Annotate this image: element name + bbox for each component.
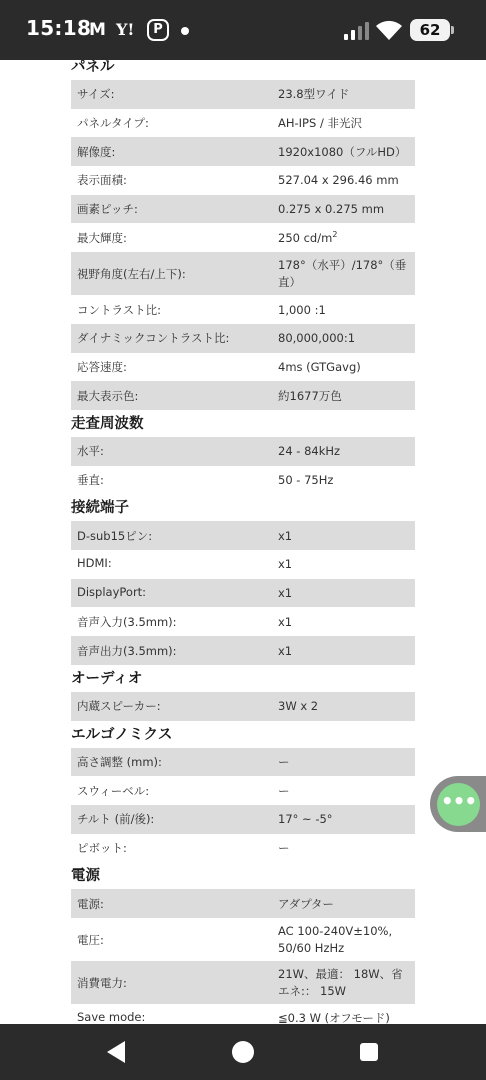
spec-value — [278, 923, 412, 957]
spec-label: D-sub15ピン: — [77, 528, 153, 543]
spec-value-text: 178°（水平）/178°（垂直） — [278, 258, 407, 290]
spec-value-text: 約1677万色 — [278, 388, 342, 403]
spec-value — [278, 556, 412, 573]
spec-value-text: ー — [278, 783, 290, 798]
spec-label: 音声出力(3.5mm): — [77, 643, 177, 658]
spec-value-text: 50 - 75Hz — [278, 473, 334, 488]
spec-value — [278, 330, 412, 347]
spec-value-text: 527.04 x 296.46 mm — [278, 173, 399, 188]
recent-apps-icon[interactable] — [360, 1043, 378, 1061]
spec-value — [278, 698, 412, 715]
section-title: 走査周波数 — [71, 416, 144, 432]
app-notification-icon: P — [147, 19, 169, 41]
section-title: 接続端子 — [71, 500, 129, 517]
signal-icon — [344, 22, 370, 40]
spec-row — [71, 437, 415, 466]
spec-value-text: 1,000 :1 — [278, 302, 326, 317]
spec-label: ピボット: — [77, 841, 127, 856]
spec-label: 垂直: — [77, 473, 104, 488]
spec-value-text: ≦0.3 W (オフモード) — [278, 1011, 390, 1024]
spec-label: スウィーベル: — [77, 783, 150, 798]
spec-row — [71, 353, 415, 382]
battery-indicator: 62 — [410, 19, 450, 41]
spec-row — [71, 252, 415, 295]
spec-row — [71, 961, 415, 1004]
spec-row — [71, 834, 415, 863]
spec-value — [278, 388, 412, 405]
more-options-button[interactable]: ••• — [437, 783, 480, 826]
spec-row — [71, 466, 415, 495]
spec-value-text: x1 — [278, 557, 293, 572]
spec-value — [278, 257, 412, 291]
section-title: オーディオ — [71, 670, 143, 687]
spec-value — [278, 783, 412, 800]
spec-value-text: 80,000,000:1 — [278, 331, 356, 346]
spec-label: チルト (前/後): — [77, 812, 155, 827]
spec-value-text: ー — [278, 754, 290, 769]
spec-label: DisplayPort: — [77, 585, 147, 600]
spec-label: 電圧: — [77, 932, 104, 947]
home-icon[interactable] — [232, 1041, 254, 1063]
spec-value — [278, 966, 412, 1000]
section-title: パネル — [71, 60, 115, 75]
spec-row — [71, 521, 415, 550]
spec-label: 電源: — [77, 896, 104, 911]
spec-value-text: 24 - 84kHz — [278, 444, 341, 459]
spec-label: 高さ調整 (mm): — [77, 754, 162, 769]
spec-label: 画素ピッチ: — [77, 202, 138, 217]
spec-label: 消費電力: — [77, 975, 127, 990]
spec-row — [71, 918, 415, 961]
spec-row — [71, 224, 415, 253]
spec-label: ダイナミックコントラスト比: — [77, 331, 230, 346]
spec-value — [278, 585, 412, 602]
spec-value — [278, 86, 412, 103]
spec-label: 音声入力(3.5mm): — [77, 614, 177, 629]
spec-row — [71, 80, 415, 109]
spec-value-text: 23.8型ワイド — [278, 87, 350, 102]
spec-value — [278, 643, 412, 660]
spec-label: コントラスト比: — [77, 302, 162, 317]
spec-label: 表示面積: — [77, 173, 127, 188]
spec-label: 応答速度: — [77, 359, 127, 374]
spec-label: サイズ: — [77, 87, 115, 102]
spec-label: 最大表示色: — [77, 388, 139, 403]
spec-row — [71, 636, 415, 665]
spec-value-text: 3W x 2 — [278, 699, 319, 714]
back-icon[interactable] — [107, 1041, 125, 1063]
spec-value-text: x1 — [278, 586, 293, 601]
spec-label: 解像度: — [77, 144, 116, 159]
spec-value — [278, 443, 412, 460]
spec-label: 最大輝度: — [77, 230, 127, 245]
spec-row — [71, 776, 415, 805]
spec-value — [278, 201, 412, 218]
spec-value-text: 0.275 x 0.275 mm — [278, 202, 385, 217]
spec-label: 内蔵スピーカー: — [77, 699, 161, 714]
navigation-bar — [0, 1024, 486, 1080]
spec-value — [278, 528, 412, 545]
spec-value — [278, 840, 412, 857]
spec-row — [71, 805, 415, 834]
spec-value — [278, 472, 412, 489]
spec-value-text: アダプター — [278, 896, 334, 911]
spec-value — [278, 359, 412, 376]
spec-row — [71, 550, 415, 579]
spec-value-text: ー — [278, 841, 290, 856]
spec-row — [71, 1004, 415, 1024]
spec-row — [71, 195, 415, 224]
spec-row — [71, 381, 415, 410]
spec-row — [71, 324, 415, 353]
spec-value — [278, 144, 412, 161]
spec-row — [71, 109, 415, 138]
spec-row — [71, 889, 415, 918]
spec-content — [0, 60, 486, 1024]
spec-value-text: 250 cd/m — [278, 230, 333, 245]
yahoo-notification-icon: Y! — [116, 20, 135, 39]
gmail-notification-icon: M — [89, 20, 106, 40]
spec-row — [71, 137, 415, 166]
battery-tip — [451, 26, 454, 34]
spec-row — [71, 166, 415, 195]
spec-value — [278, 1010, 412, 1024]
more-notifications-dot-icon — [181, 27, 189, 35]
spec-value-text: x1 — [278, 528, 293, 543]
spec-label: 水平: — [77, 444, 104, 459]
spec-value-text: AC 100-240V±10%, 50/60 HzHz — [278, 924, 393, 956]
spec-value — [278, 172, 412, 189]
spec-value-text: 1920x1080（フルHD） — [278, 144, 407, 159]
status-time: 15:18 — [26, 16, 92, 40]
spec-row — [71, 748, 415, 777]
spec-value-text: 4ms (GTGavg) — [278, 359, 361, 374]
spec-label: Save mode: — [77, 1010, 146, 1024]
status-bar — [0, 0, 486, 60]
spec-label: 視野角度(左右/上下): — [77, 266, 186, 281]
spec-value — [278, 115, 412, 132]
section-title: エルゴノミクス — [71, 726, 173, 743]
spec-value — [278, 896, 412, 913]
spec-value — [278, 811, 412, 828]
wifi-icon — [375, 18, 403, 42]
spec-label: パネルタイプ: — [77, 116, 149, 131]
section-title: 電源 — [71, 868, 100, 885]
spec-value-text: x1 — [278, 614, 293, 629]
spec-row — [71, 692, 415, 721]
spec-value-superscript: 2 — [332, 230, 338, 240]
spec-value-text: x1 — [278, 643, 293, 658]
spec-value — [278, 614, 412, 631]
spec-row — [71, 608, 415, 637]
spec-value-text: 17° ~ -5° — [278, 812, 333, 827]
spec-value — [278, 302, 412, 319]
spec-value-text: AH-IPS / 非光沢 — [278, 116, 362, 131]
spec-value — [278, 754, 412, 771]
spec-value-text: 21W、最適： 18W、省エネ:： 15W — [278, 967, 403, 999]
spec-value — [278, 230, 412, 247]
spec-row — [71, 295, 415, 324]
spec-row — [71, 579, 415, 608]
spec-label: HDMI: — [77, 556, 112, 571]
